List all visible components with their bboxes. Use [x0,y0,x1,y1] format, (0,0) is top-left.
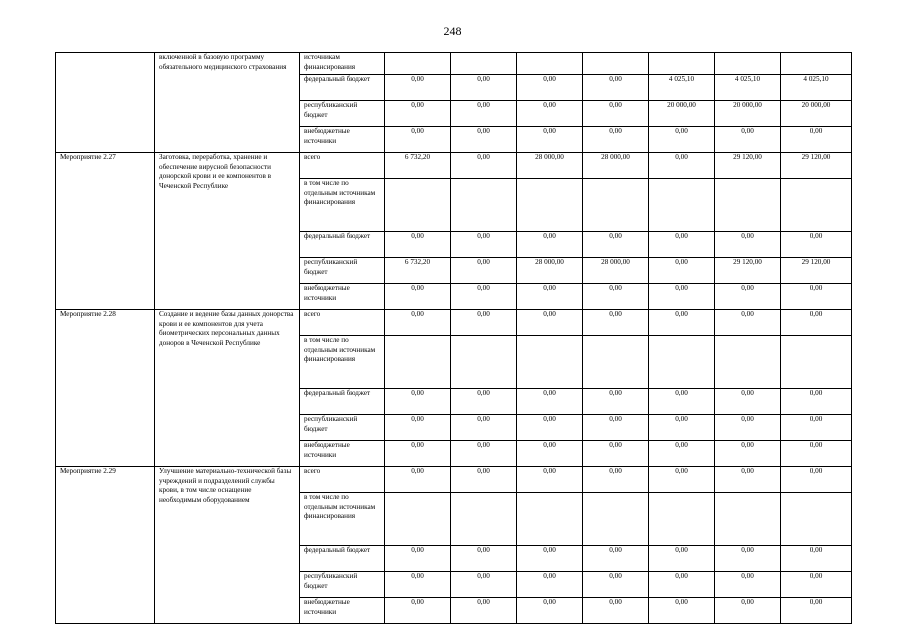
measure-name-cell: Улучшение материально-технической базы учреждений и подразделений службы крови, в том числе оснащение необходимым оборудованием [155,467,300,624]
value-cell: 4 025,10 [781,75,852,101]
value-cell: 0,00 [451,415,517,441]
value-cell: 4 025,10 [715,75,781,101]
value-cell [517,336,583,389]
value-cell: 0,00 [649,441,715,467]
value-cell: 0,00 [649,389,715,415]
funding-source-cell: внебюджетные источники [300,284,385,310]
value-cell: 0,00 [583,467,649,493]
funding-source-cell: федеральный бюджет [300,232,385,258]
value-cell [451,493,517,546]
value-cell: 0,00 [649,415,715,441]
value-cell: 0,00 [385,75,451,101]
page-number: 248 [443,24,462,38]
value-cell: 0,00 [517,415,583,441]
value-cell: 0,00 [451,101,517,127]
value-cell: 0,00 [715,232,781,258]
value-cell: 20 000,00 [781,101,852,127]
value-cell: 0,00 [583,232,649,258]
value-cell: 0,00 [517,310,583,336]
value-cell: 0,00 [583,101,649,127]
funding-source-cell: всего [300,467,385,493]
funding-source-cell: внебюджетные источники [300,441,385,467]
value-cell: 0,00 [517,75,583,101]
table-row [56,53,852,75]
value-cell [583,493,649,546]
funding-source-cell: источникам финансирования [300,53,385,75]
value-cell: 0,00 [781,572,852,598]
value-cell: 0,00 [451,441,517,467]
value-cell [781,493,852,546]
value-cell [715,179,781,232]
value-cell [517,493,583,546]
value-cell [583,336,649,389]
value-cell [517,53,583,75]
value-cell: 0,00 [583,546,649,572]
value-cell [715,493,781,546]
value-cell [451,53,517,75]
value-cell [451,336,517,389]
value-cell: 29 120,00 [781,258,852,284]
value-cell [715,336,781,389]
value-cell: 6 732,20 [385,258,451,284]
funding-source-cell: в том числе по отдельным источникам финансирования [300,179,385,232]
value-cell [781,53,852,75]
value-cell [649,179,715,232]
value-cell: 28 000,00 [517,153,583,179]
value-cell: 0,00 [451,389,517,415]
value-cell: 0,00 [715,389,781,415]
value-cell: 0,00 [451,232,517,258]
value-cell: 0,00 [649,284,715,310]
value-cell: 0,00 [385,572,451,598]
funding-source-cell: республиканский бюджет [300,101,385,127]
funding-source-cell: республиканский бюджет [300,572,385,598]
value-cell: 0,00 [715,598,781,624]
value-cell [385,179,451,232]
value-cell: 0,00 [781,467,852,493]
value-cell: 0,00 [385,467,451,493]
table-row [56,153,852,179]
value-cell [649,53,715,75]
value-cell: 0,00 [451,153,517,179]
value-cell: 0,00 [517,546,583,572]
value-cell: 4 025,10 [649,75,715,101]
value-cell: 0,00 [649,310,715,336]
value-cell [583,53,649,75]
value-cell: 0,00 [649,546,715,572]
value-cell: 0,00 [583,572,649,598]
funding-source-cell: внебюджетные источники [300,127,385,153]
funding-source-cell: всего [300,310,385,336]
value-cell: 0,00 [385,546,451,572]
value-cell: 28 000,00 [583,153,649,179]
value-cell: 0,00 [649,258,715,284]
value-cell: 0,00 [583,310,649,336]
value-cell [781,179,852,232]
value-cell [715,53,781,75]
value-cell: 0,00 [451,310,517,336]
value-cell: 0,00 [451,467,517,493]
value-cell: 0,00 [583,598,649,624]
value-cell: 0,00 [649,598,715,624]
value-cell: 0,00 [451,284,517,310]
funding-source-cell: федеральный бюджет [300,75,385,101]
value-cell: 0,00 [649,232,715,258]
value-cell: 0,00 [583,127,649,153]
value-cell: 0,00 [517,441,583,467]
value-cell [385,493,451,546]
value-cell: 0,00 [781,415,852,441]
value-cell: 0,00 [385,127,451,153]
value-cell: 6 732,20 [385,153,451,179]
value-cell: 0,00 [517,101,583,127]
value-cell: 0,00 [385,415,451,441]
measure-name-cell: Заготовка, переработка, хранение и обеспечение вирусной безопасности донорской крови и ее компонентов в Чеченской Республике [155,153,300,310]
measure-id-cell: Мероприятие 2.28 [56,310,155,467]
value-cell: 20 000,00 [649,101,715,127]
value-cell: 0,00 [451,546,517,572]
value-cell [385,53,451,75]
value-cell: 0,00 [781,127,852,153]
funding-source-cell: федеральный бюджет [300,389,385,415]
funding-source-cell: федеральный бюджет [300,546,385,572]
measure-id-cell: Мероприятие 2.27 [56,153,155,310]
value-cell [385,336,451,389]
value-cell: 0,00 [781,284,852,310]
value-cell: 0,00 [583,389,649,415]
funding-table [55,52,852,624]
value-cell: 28 000,00 [517,258,583,284]
measure-name-cell: Создание и ведение базы данных донорства крови и ее компонентов для учета биометрических персональных данных доноров в Чеченской Республике [155,310,300,467]
value-cell: 0,00 [649,572,715,598]
value-cell: 0,00 [385,441,451,467]
value-cell: 0,00 [715,415,781,441]
funding-source-cell: республиканский бюджет [300,258,385,284]
value-cell: 0,00 [715,127,781,153]
value-cell: 0,00 [781,232,852,258]
funding-source-cell: в том числе по отдельным источникам финансирования [300,493,385,546]
value-cell: 0,00 [385,389,451,415]
value-cell: 0,00 [649,127,715,153]
value-cell: 29 120,00 [715,153,781,179]
value-cell: 0,00 [385,232,451,258]
value-cell: 28 000,00 [583,258,649,284]
value-cell: 0,00 [451,572,517,598]
value-cell: 0,00 [517,598,583,624]
table-row [56,310,852,336]
value-cell: 0,00 [781,546,852,572]
value-cell: 0,00 [517,127,583,153]
value-cell: 0,00 [715,310,781,336]
value-cell: 0,00 [781,598,852,624]
value-cell: 0,00 [385,101,451,127]
measure-name-cell: включенной в базовую программу обязательного медицинского страхования [155,53,300,153]
value-cell: 0,00 [649,153,715,179]
value-cell: 0,00 [715,546,781,572]
value-cell [649,336,715,389]
value-cell: 0,00 [649,467,715,493]
value-cell: 0,00 [451,258,517,284]
funding-source-cell: всего [300,153,385,179]
value-cell: 0,00 [715,441,781,467]
value-cell: 0,00 [451,598,517,624]
value-cell: 0,00 [781,441,852,467]
value-cell: 0,00 [583,415,649,441]
funding-source-cell: в том числе по отдельным источникам финансирования [300,336,385,389]
value-cell: 0,00 [517,572,583,598]
value-cell: 0,00 [583,75,649,101]
measure-id-cell [56,53,155,153]
value-cell: 0,00 [385,598,451,624]
value-cell [649,493,715,546]
value-cell: 0,00 [583,441,649,467]
value-cell: 0,00 [583,284,649,310]
value-cell [781,336,852,389]
value-cell: 0,00 [781,389,852,415]
value-cell: 0,00 [715,467,781,493]
measure-id-cell: Мероприятие 2.29 [56,467,155,624]
value-cell: 0,00 [715,284,781,310]
value-cell: 0,00 [517,389,583,415]
value-cell: 20 000,00 [715,101,781,127]
value-cell: 0,00 [517,467,583,493]
funding-source-cell: республиканский бюджет [300,415,385,441]
value-cell: 0,00 [385,284,451,310]
value-cell: 0,00 [385,310,451,336]
value-cell: 29 120,00 [781,153,852,179]
value-cell: 0,00 [451,127,517,153]
value-cell: 0,00 [781,310,852,336]
value-cell: 29 120,00 [715,258,781,284]
value-cell [517,179,583,232]
value-cell: 0,00 [517,284,583,310]
value-cell [451,179,517,232]
value-cell: 0,00 [451,75,517,101]
value-cell: 0,00 [517,232,583,258]
table-row [56,467,852,493]
value-cell [583,179,649,232]
funding-source-cell: внебюджетные источники [300,598,385,624]
value-cell: 0,00 [715,572,781,598]
